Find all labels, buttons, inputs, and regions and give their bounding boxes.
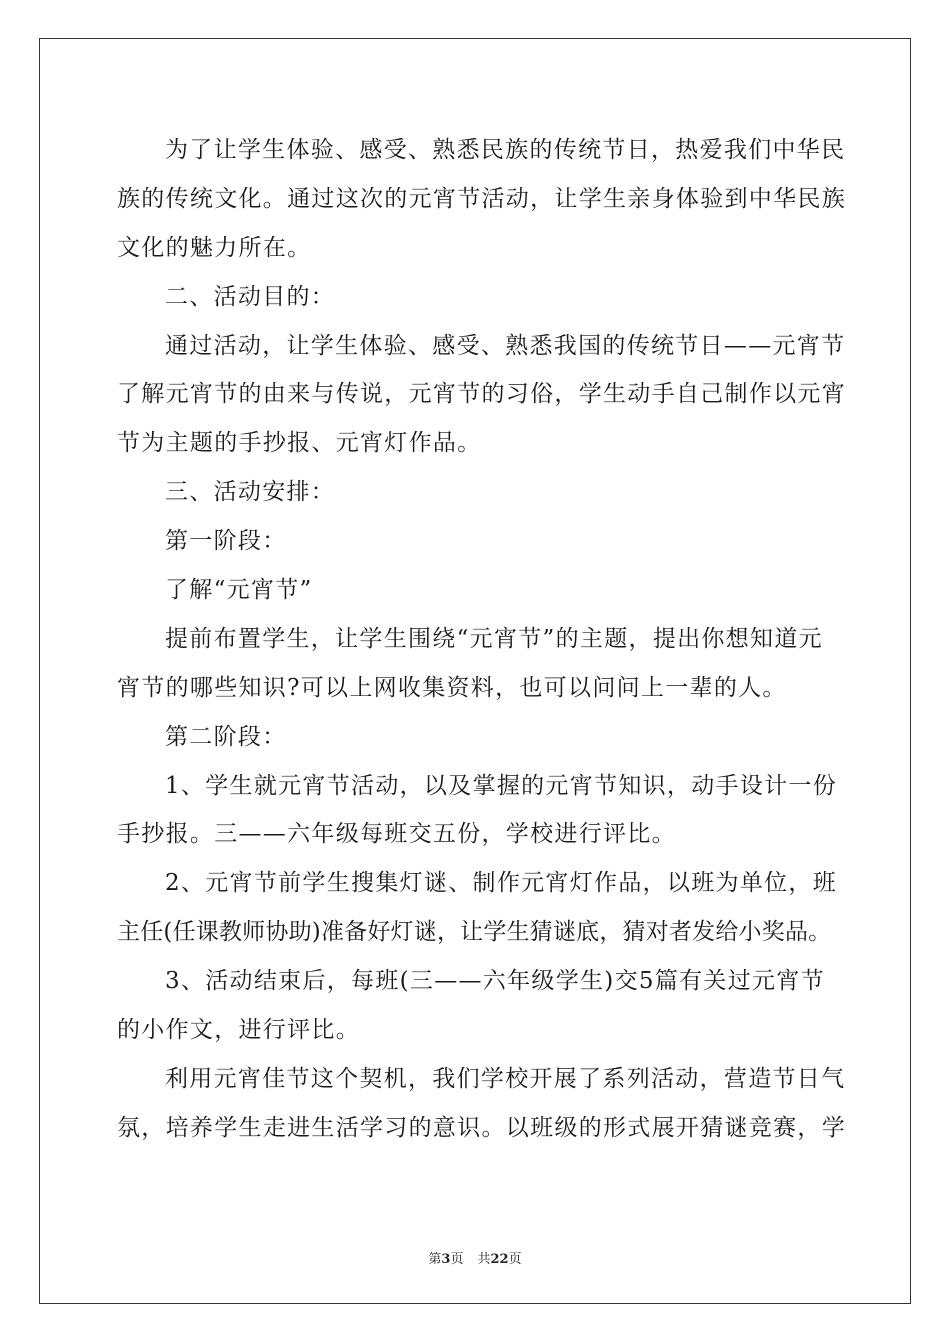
paragraph-line: 文化的魅力所在。: [117, 234, 312, 261]
page-number: 3: [441, 1252, 451, 1267]
paragraph-line: 了解“元宵节”: [165, 577, 313, 604]
paragraph-line: 了解元宵节的由来与传说，元宵节的习俗，学生动手自己制作以元宵: [117, 381, 846, 408]
paragraph-line: 节为主题的手抄报、元宵灯作品。: [117, 430, 482, 457]
list-item-line: 1、学生就元宵节活动，以及掌握的元宵节知识，动手设计一份: [165, 772, 838, 799]
paragraph-line: 通过活动，让学生体验、感受、熟悉我国的传统节日——元宵节: [165, 332, 846, 359]
list-item-line: 主任(任课教师协助)准备好灯谜，让学生猜谜底，猜对者发给小奖品。: [117, 919, 832, 946]
paragraph-line: 提前布置学生，让学生围绕“元宵节”的主题，提出你想知道元: [165, 625, 823, 652]
paragraph-line: 宵节的哪些知识?可以上网收集资料，也可以问问上一辈的人。: [117, 674, 787, 701]
page-suffix: 页: [450, 1252, 464, 1267]
section-heading: 三、活动安排：: [165, 479, 336, 506]
list-item-line: 的小作文，进行评比。: [117, 1017, 360, 1044]
page-prefix: 第: [428, 1252, 442, 1267]
page-footer: [0, 1248, 950, 1267]
stage-heading: 第一阶段：: [165, 528, 287, 555]
section-heading: 二、活动目的：: [165, 283, 336, 310]
document-body: [117, 130, 846, 1157]
list-item-line: 2、元宵节前学生搜集灯谜、制作元宵灯作品，以班为单位，班: [165, 870, 838, 897]
paragraph-line: 为了让学生体验、感受、熟悉民族的传统节日，热爱我们中华民: [165, 137, 846, 163]
total-pages: 22: [490, 1252, 509, 1267]
list-item-line: 3、活动结束后，每班(三——六年级学生)交5篇有关过元宵节: [165, 968, 825, 995]
list-item-line: 手抄报。三——六年级每班交五份，学校进行评比。: [117, 821, 676, 848]
total-prefix: 共: [477, 1252, 491, 1267]
paragraph-line: 族的传统文化。通过这次的元宵节活动，让学生亲身体验到中华民族: [117, 185, 846, 212]
stage-heading: 第二阶段：: [165, 723, 287, 750]
total-suffix: 页: [508, 1252, 522, 1267]
paragraph-line: 利用元宵佳节这个契机，我们学校开展了系列活动，营造节日气: [165, 1065, 846, 1092]
paragraph-line: 氛，培养学生走进生活学习的意识。以班级的形式展开猜谜竞赛，学: [117, 1114, 846, 1141]
